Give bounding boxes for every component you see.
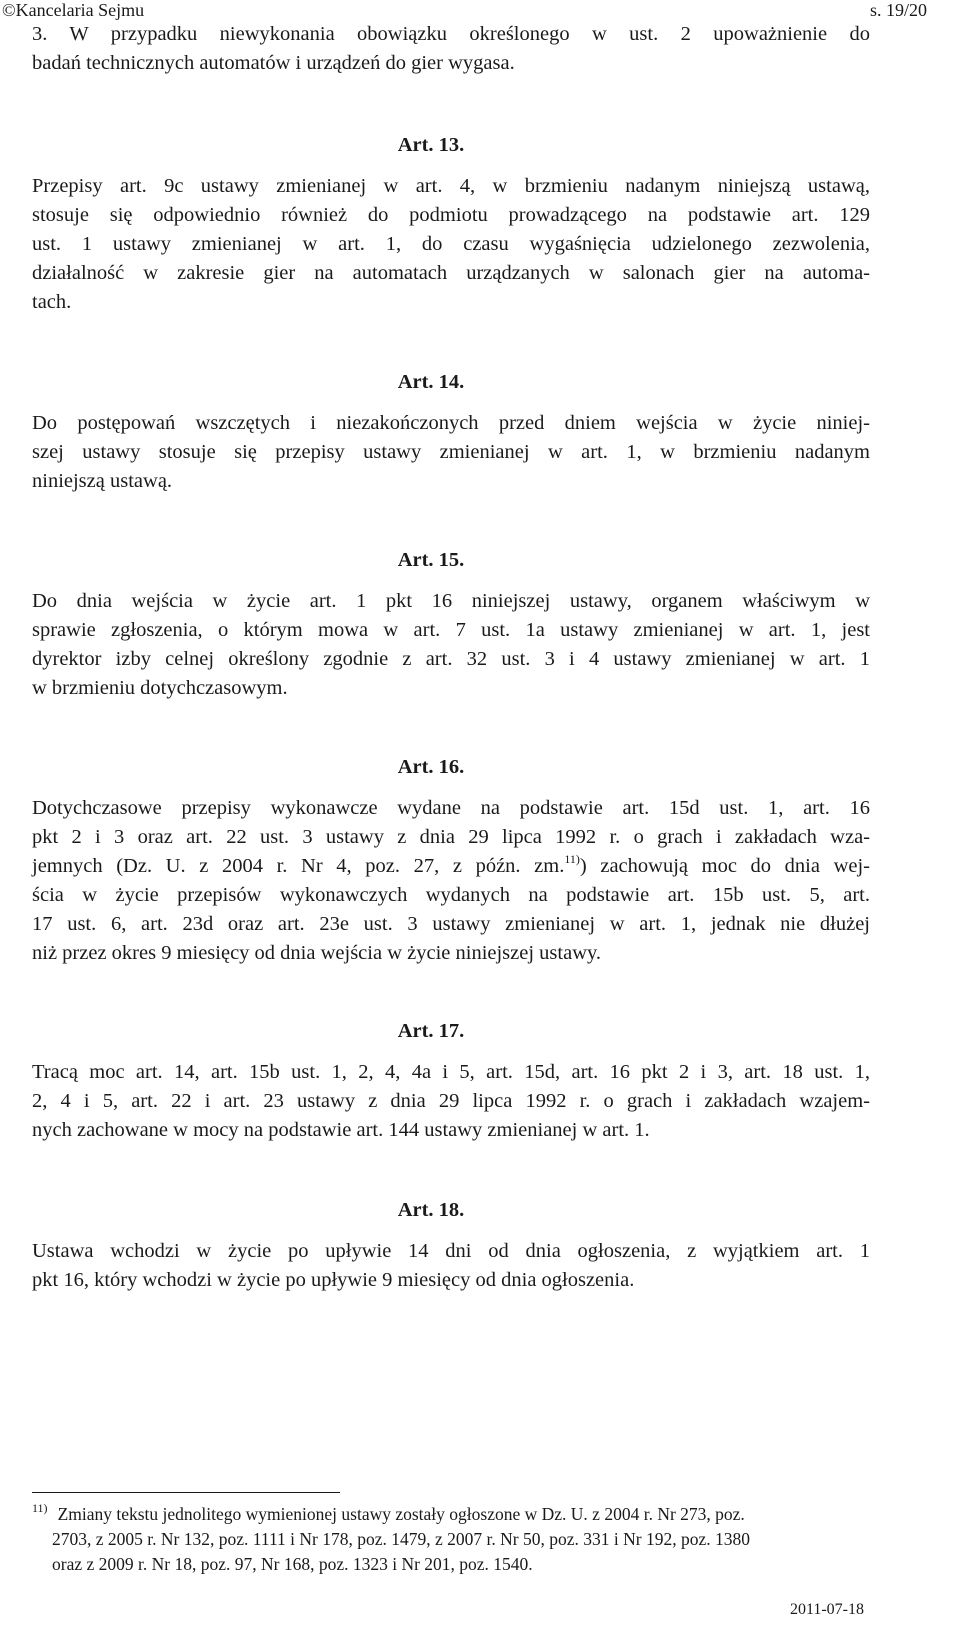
footnote-line: oraz z 2009 r. Nr 18, poz. 97, Nr 168, poz. 1323 i Nr 201, poz. 1540.: [52, 1554, 533, 1574]
article-heading-16: Art. 16.: [397, 756, 465, 778]
header-publisher: ©Kancelaria Sejmu: [2, 0, 145, 20]
text-line: tach.: [32, 291, 72, 313]
text-line: 2, 4 i 5, art. 22 i art. 23 ustawy z dnia 29 lipca 1992 r. o grach i zakładach wzajem-: [32, 1090, 870, 1112]
text-line: 17 ust. 6, art. 23d oraz art. 23e ust. 3 ustawy zmienianej w art. 1, jednak nie dłużej: [32, 913, 870, 935]
text-line: [32, 852, 870, 881]
article-heading-17: Art. 17.: [397, 1020, 465, 1042]
text-line: w brzmieniu dotychczasowym.: [32, 677, 288, 699]
text-line: ścia w życie przepisów wykonawczych wydanych na podstawie art. 15b ust. 5, art.: [32, 884, 870, 906]
text-line: sprawie zgłoszenia, o którym mowa w art. 7 ust. 1a ustawy zmienianej w art. 1, jest: [32, 619, 870, 641]
text-line: działalność w zakresie gier na automatach urządzanych w salonach gier na automa-: [32, 262, 870, 284]
text-line: Ustawa wchodzi w życie po upływie 14 dni od dnia ogłoszenia, z wyjątkiem art. 1: [32, 1240, 870, 1262]
article-heading-15: Art. 15.: [397, 549, 465, 571]
text-line: niniejszą ustawą.: [32, 470, 173, 492]
text-line: pkt 16, który wchodzi w życie po upływie 9 miesięcy od dnia ogłoszenia.: [32, 1269, 635, 1291]
paragraph-ust3: [32, 20, 870, 78]
text-line: 3. W przypadku niewykonania obowiązku określonego w ust. 2 upoważnienie do: [32, 23, 870, 45]
text-line: ust. 1 ustawy zmienianej w art. 1, do czasu wygaśnięcia udzielonego zezwolenia,: [32, 233, 870, 255]
footnote-reference: 11): [564, 852, 580, 866]
footnote-line: [32, 1502, 870, 1527]
text-line: Przepisy art. 9c ustawy zmienianej w art. 4, w brzmieniu nadanym niniejszą ustawą,: [32, 175, 870, 197]
footnote-text: Zmiany tekstu jednolitego wymienionej ustawy zostały ogłoszone w Dz. U. z 2004 r. Nr 273, poz.: [57, 1504, 745, 1524]
article-heading-14: Art. 14.: [397, 371, 465, 393]
article-16-text: [32, 794, 870, 968]
text-line: Dotychczasowe przepisy wykonawcze wydane na podstawie art. 15d ust. 1, art. 16: [32, 797, 870, 819]
text-line: nych zachowane w mocy na podstawie art. 144 ustawy zmienianej w art. 1.: [32, 1119, 650, 1141]
footnote-11: [32, 1502, 870, 1577]
article-heading-18: Art. 18.: [397, 1199, 465, 1221]
text-line: pkt 2 i 3 oraz art. 22 ust. 3 ustawy z dnia 29 lipca 1992 r. o grach i zakładach wza-: [32, 826, 870, 848]
page-number: s. 19/20: [869, 0, 927, 20]
text-line: stosuje się odpowiednio również do podmiotu prowadzącego na podstawie art. 129: [32, 204, 870, 226]
article-18-text: [32, 1237, 870, 1295]
text-line: dyrektor izby celnej określony zgodnie z art. 32 ust. 3 i 4 ustawy zmienianej w art. 1: [32, 648, 870, 670]
article-17-text: [32, 1058, 870, 1145]
footnote-separator: [32, 1492, 340, 1493]
text-line: niż przez okres 9 miesięcy od dnia wejścia w życie niniejszej ustawy.: [32, 942, 602, 964]
article-14-text: [32, 409, 870, 496]
text-line: badań technicznych automatów i urządzeń do gier wygasa.: [32, 52, 515, 74]
text-segment: ) zachowują moc do dnia wej-: [579, 855, 870, 877]
text-line: szej ustawy stosuje się przepisy ustawy zmienianej w art. 1, w brzmieniu nadanym: [32, 441, 870, 463]
article-15-text: [32, 587, 870, 703]
text-segment: jemnych (Dz. U. z 2004 r. Nr 4, poz. 27, z późn. zm.: [32, 855, 565, 877]
footnote-mark: 11): [32, 1501, 48, 1515]
footnote-line: 2703, z 2005 r. Nr 132, poz. 1111 i Nr 178, poz. 1479, z 2007 r. Nr 50, poz. 331 i Nr 192, poz. 1380: [52, 1529, 750, 1549]
article-heading-13: Art. 13.: [397, 134, 465, 156]
article-13-text: [32, 172, 870, 317]
document-date: 2011-07-18: [789, 1601, 864, 1618]
text-line: Do postępowań wszczętych i niezakończonych przed dniem wejścia w życie niniej-: [32, 412, 870, 434]
text-line: Tracą moc art. 14, art. 15b ust. 1, 2, 4, 4a i 5, art. 15d, art. 16 pkt 2 i 3, art. 18 ust. 1,: [32, 1061, 870, 1083]
text-line: Do dnia wejścia w życie art. 1 pkt 16 niniejszej ustawy, organem właściwym w: [32, 590, 870, 612]
